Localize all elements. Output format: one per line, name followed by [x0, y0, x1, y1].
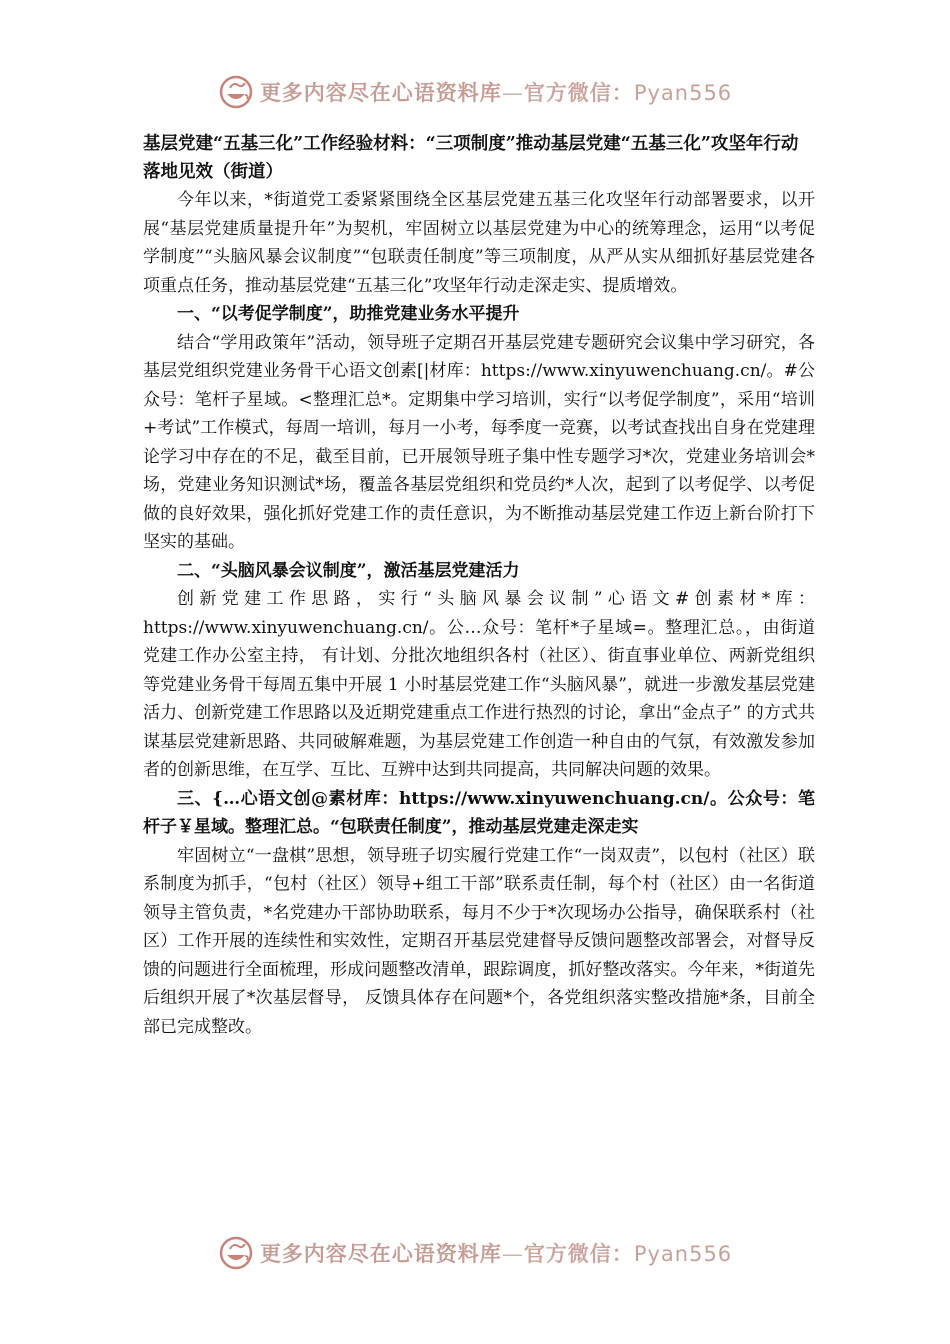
header-banner — [0, 70, 950, 114]
banner-brand: 更多内容尽在心语资料库 — [259, 81, 502, 105]
footer-banner — [0, 1231, 950, 1275]
tea-cup-logo-icon — [218, 74, 254, 110]
banner-wechat-id: Pyan556 — [633, 1242, 733, 1266]
document-body — [143, 130, 815, 1041]
banner-wechat-label: 官方微信： — [523, 1242, 634, 1266]
section-1-body: 结合“学用政策年”活动，领导班子定期召开基层党建专题研究会议集中学习研究，各基层党组织党建业务骨干心语文创素[|材库：https://www.xinyuwenchuang.cn/。#公众号：笔杆子星域。<整理汇总*。定期集中学习培训，实行“以考促学制度”，采用“培训+考试”工作模式，每周一培训，每月一小考，每季度一竞赛，以考试查找出自身在党建理论学习中存在的不足，截至目前，已开展领导班子集中性专题学习*次，党建业务培训会*场，党建业务知识测试*场，覆盖各基层党组织和党员约*人次，起到了以考促学、以考促做的良好效果，强化抓好党建工作的责任意识，为不断推动基层党建工作迈上新台阶打下坚实的基础。 — [143, 332, 815, 552]
banner-separator: — — [501, 81, 524, 105]
banner-wechat-id: Pyan556 — [633, 81, 733, 105]
banner-wechat-label: 官方微信： — [523, 81, 634, 105]
section-2-body: 创新党建工作思路，实行“头脑风暴会议制”心语文#创素材*库：https://www.xinyuwenchuang.cn/。公…众号：笔杆*子星域=。整理汇总。，由街道党建工作办公室主持， 有计划、分批次地组织各村（社区）、街直事业单位、两新党组织等党建业务骨干每周五集中开展 1 小时基层党建工作“头脑风暴”，就进一步激发基层党建活力、创新党建工作思路以及近期党建重点工作进行热烈的讨论，拿出“金点子” 的方式共谋基层党建新思路、共同破解难题，为基层党建工作创造一种自由的气氛，有效激发参加者的创新思维，在互学、互比、互辨中达到共同提高，共同解决问题的效果。 — [143, 589, 815, 780]
tea-cup-logo-icon — [218, 1235, 254, 1271]
section-1-heading: 一、“以考促学制度”，助推党建业务水平提升 — [177, 304, 520, 324]
section-2-heading: 二、“头脑风暴会议制度”，激活基层党建活力 — [177, 560, 520, 581]
section-3-body: 牢固树立“一盘棋”思想，领导班子切实履行党建工作“一岗双责”，以包村（社区）联系制度为抓手，“包村（社区）领导+组工干部”联系责任制，每个村（社区）由一名街道领导主管负责，*名党建办干部协助联系，每月不少于*次现场办公指导，确保联系村（社区）工作开展的连续性和实效性，定期召开基层党建督导反馈问题整改部署会，对督导反馈的问题进行全面梳理，形成问题整改清单，跟踪调度，抓好整改落实。今年来，*街道先后组织开展了*次基层督导， 反馈具体存在问题*个，各党组织落实整改措施*条，目前全部已完成整改。 — [143, 845, 815, 1037]
intro-paragraph: 今年以来，*街道党工委紧紧围绕全区基层党建五基三化攻坚年行动部署要求，以开展“基层党建质量提升年”为契机，牢固树立以基层党建为中心的统筹理念，运用“以考促学制度”“头脑风暴会议制度”“包联责任制度”等三项制度，从严从实从细抓好基层党建各项重点任务，推动基层党建“五基三化”攻坚年行动走深走实、提质增效。 — [143, 190, 815, 296]
banner-brand: 更多内容尽在心语资料库 — [259, 1242, 502, 1266]
section-3-heading: 三、{…心语文创@素材库：https://www.xinyuwenchuang.cn/。公众号：笔杆子￥星域。整理汇总。“包联责任制度”，推动基层党建走深走实 — [143, 788, 815, 837]
banner-text — [260, 77, 732, 107]
banner-text — [260, 1238, 732, 1268]
banner-separator: — — [501, 1242, 524, 1266]
document-title: 基层党建“五基三化”工作经验材料：“三项制度”推动基层党建“五基三化”攻坚年行动落地见效（街道） — [143, 134, 799, 182]
